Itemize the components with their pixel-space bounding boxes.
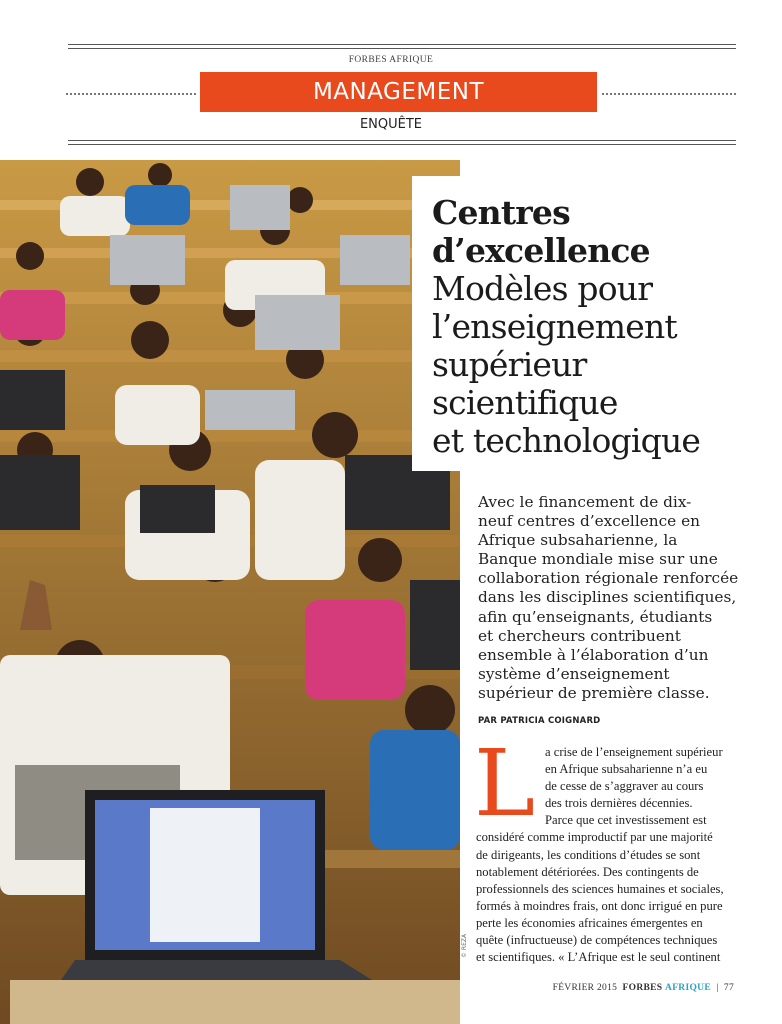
author-byline: PAR PATRICIA COIGNARD <box>478 716 601 726</box>
lead-line: ensemble à l’élaboration d’un <box>478 645 709 664</box>
section-banner: MANAGEMENT <box>200 72 597 112</box>
body-line: quête (infructueuse) de compétences techniques <box>476 933 718 948</box>
page-footer <box>553 983 734 993</box>
body-line: en Afrique subsaharienne n’a eu <box>545 762 708 777</box>
lecture-hall-illustration <box>0 160 460 1024</box>
dotted-rule-left <box>66 93 196 95</box>
body-line: a crise de l’enseignement supérieur <box>545 745 723 759</box>
body-line: considéré comme improductif par une majorité <box>476 830 713 845</box>
lecture-hall-photo <box>0 160 460 1024</box>
lead-line: Afrique subsaharienne, la <box>478 531 678 550</box>
footer-separator: | <box>716 983 719 993</box>
article-subtitle <box>432 270 777 460</box>
dotted-rule-right <box>602 93 736 95</box>
body-line: de dirigeants, les conditions d’études se sont <box>476 847 701 862</box>
subtitle-line: Modèles pour <box>432 269 653 308</box>
footer-brand-accent: AFRIQUE <box>665 983 711 993</box>
lead-line: supérieur de première classe. <box>478 683 710 702</box>
lead-line: Avec le financement de dix- <box>478 493 692 511</box>
body-line: perte les économies africaines émergentes en <box>476 915 703 930</box>
header-rule-top-2 <box>68 48 736 49</box>
body-line: des trois dernières décennies. <box>545 796 693 811</box>
body-line: notablement détériorées. Des contingents de <box>476 864 699 879</box>
lead-line: Banque mondiale mise sur une <box>478 550 718 569</box>
article-body <box>476 744 776 966</box>
subtitle-line: scientifique <box>432 383 618 422</box>
title-line: d’excellence <box>432 231 650 270</box>
lead-line: dans les disciplines scientifiques, <box>478 588 737 607</box>
header-rule-bottom <box>68 140 736 141</box>
subsection-label: ENQUÊTE <box>359 117 423 132</box>
header-rule-bottom-2 <box>68 144 736 145</box>
subtitle-line: et technologique <box>432 421 701 460</box>
body-line: professionnels des sciences humaines et sociales, <box>476 881 724 896</box>
body-line: et scientifiques. « L’Afrique est le seul continent <box>476 950 721 965</box>
page-number: 77 <box>723 983 734 993</box>
lead-line: afin qu’enseignants, étudiants <box>478 607 713 626</box>
subtitle-line: supérieur <box>432 345 587 384</box>
article-lead <box>478 493 768 703</box>
article-title <box>432 194 772 270</box>
header-rule-top <box>68 44 736 45</box>
drop-cap: L <box>474 730 536 837</box>
footer-brand: FORBES <box>622 983 663 993</box>
lead-line: système d’enseignement <box>478 664 670 683</box>
body-line: Parce que cet investissement est <box>545 813 707 828</box>
publication-name: FORBES AFRIQUE <box>348 55 434 65</box>
subtitle-line: l’enseignement <box>432 307 677 346</box>
lead-line: collaboration régionale renforcée <box>478 569 739 588</box>
body-line: formés à moindres frais, ont donc irrigué en pure <box>476 898 723 913</box>
body-line: de cesse de s’aggraver au cours <box>545 779 704 794</box>
photo-credit: © REZA <box>461 933 468 958</box>
lead-line: et chercheurs contribuent <box>478 626 681 645</box>
lead-line: neuf centres d’excellence en <box>478 512 701 531</box>
title-line: Centres <box>432 193 570 232</box>
issue-date: FÉVRIER 2015 <box>552 983 618 993</box>
